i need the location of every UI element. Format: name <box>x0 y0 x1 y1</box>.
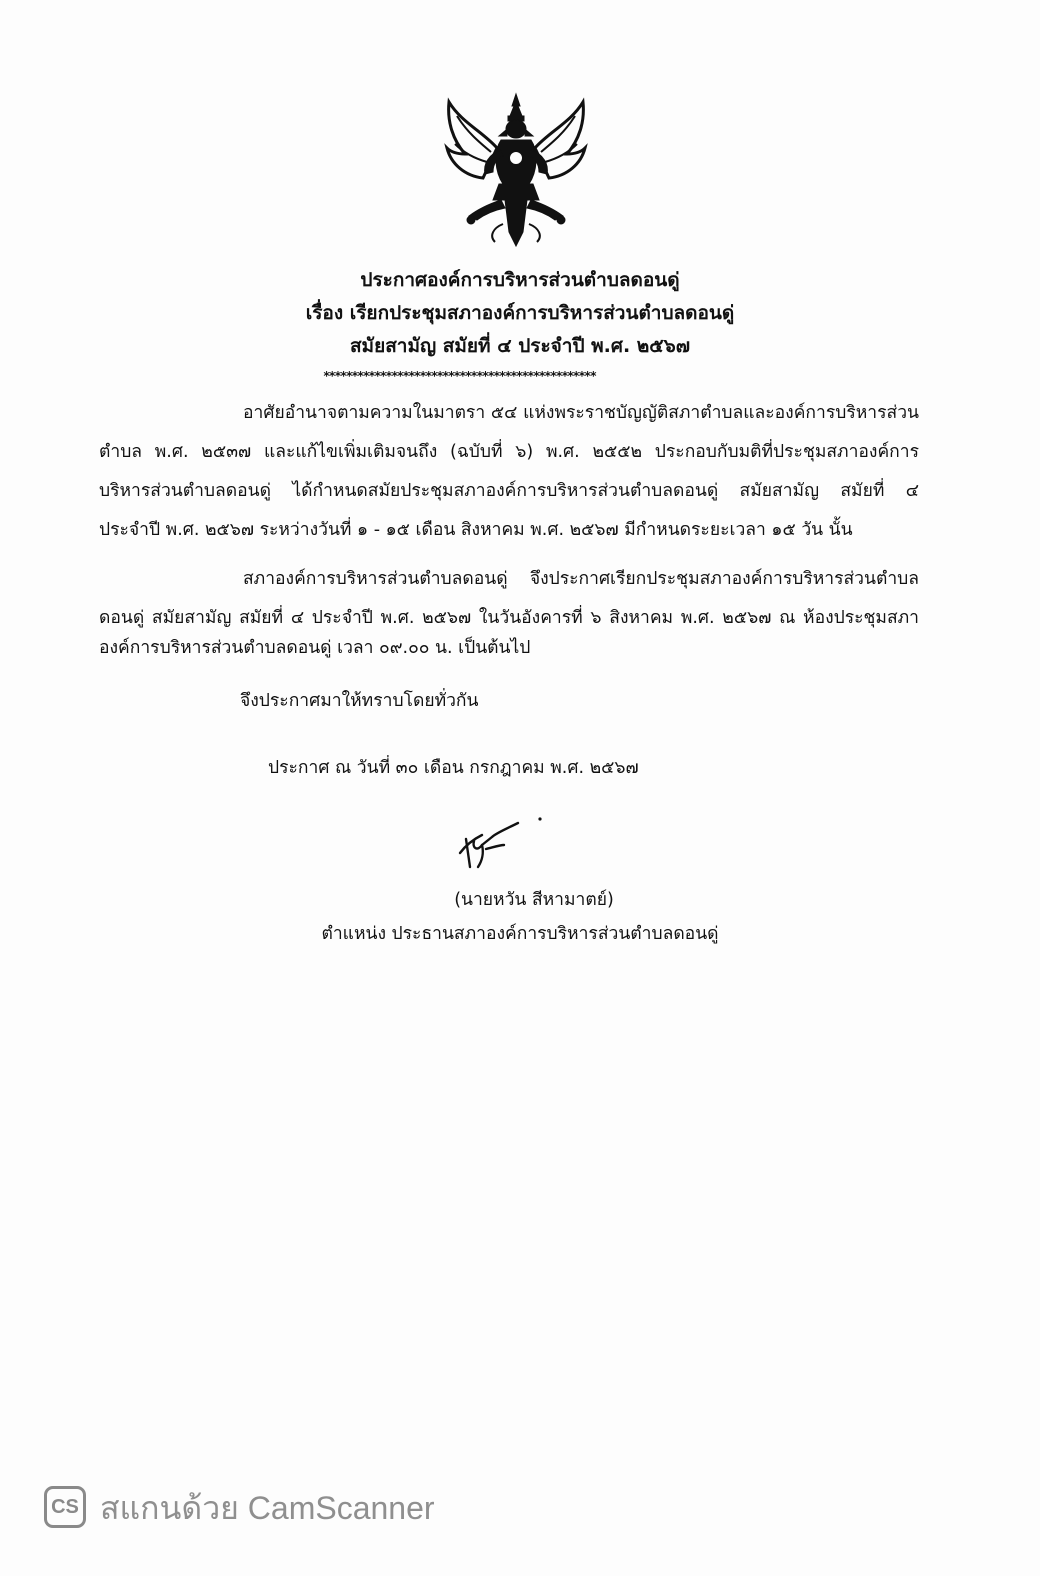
announcement-date: ประกาศ ณ วันที่ ๓๐ เดือน กรกฎาคม พ.ศ. ๒๕๖๗ <box>268 758 639 778</box>
camscanner-watermark: สแกนด้วย CamScanner <box>100 1490 435 1526</box>
signature-mark <box>452 815 552 875</box>
announcement-title: ประกาศองค์การบริหารส่วนตำบลดอนดู่ <box>360 269 680 291</box>
session-info: สมัยสามัญ สมัยที่ ๔ ประจำปี พ.ศ. ๒๕๖๗ <box>349 335 691 357</box>
paragraph1-line2: ตำบล พ.ศ. ๒๕๓๗ และแก้ไขเพิ่มเติมจนถึง (ฉบับที่ ๖) พ.ศ. ๒๕๕๒ ประกอบกับมติที่ประชุมสภาองค์การ <box>99 442 919 462</box>
separator-line: ************************************************ <box>323 369 596 383</box>
paragraph1-line1: อาศัยอำนาจตามความในมาตรา ๕๔ แห่งพระราชบัญญัติสภาตำบลและองค์การบริหารส่วน <box>243 403 919 423</box>
closing-statement: จึงประกาศมาให้ทราบโดยทั่วกัน <box>240 691 479 711</box>
garuda-emblem-icon <box>443 92 589 250</box>
paragraph2-line2: ดอนดู่ สมัยสามัญ สมัยที่ ๔ ประจำปี พ.ศ. ๒๕๖๗ ในวันอังคารที่ ๖ สิงหาคม พ.ศ. ๒๕๖๗ ณ ห้องประชุมสภา <box>99 608 919 628</box>
signer-position: ตำแหน่ง ประธานสภาองค์การบริหารส่วนตำบลดอนดู่ <box>321 924 719 944</box>
paragraph2-line3: องค์การบริหารส่วนตำบลดอนดู่ เวลา ๐๙.๐๐ น. เป็นต้นไป <box>99 638 531 658</box>
signer-name: (นายหวัน สีหามาตย์) <box>454 890 614 910</box>
camscanner-logo-icon: CS <box>44 1486 86 1528</box>
paragraph2-line1: สภาองค์การบริหารส่วนตำบลดอนดู่ จึงประกาศเรียกประชุมสภาองค์การบริหารส่วนตำบล <box>243 569 919 589</box>
paragraph1-line4: ประจำปี พ.ศ. ๒๕๖๗ ระหว่างวันที่ ๑ - ๑๕ เดือน สิงหาคม พ.ศ. ๒๕๖๗ มีกำหนดระยะเวลา ๑๕ วัน นั้น <box>99 520 853 540</box>
paragraph1-line3: บริหารส่วนตำบลดอนดู่ ได้กำหนดสมัยประชุมสภาองค์การบริหารส่วนตำบลดอนดู่ สมัยสามัญ สมัยที่ ๔ <box>99 481 919 501</box>
announcement-subject: เรื่อง เรียกประชุมสภาองค์การบริหารส่วนตำบลดอนดู่ <box>305 302 735 324</box>
